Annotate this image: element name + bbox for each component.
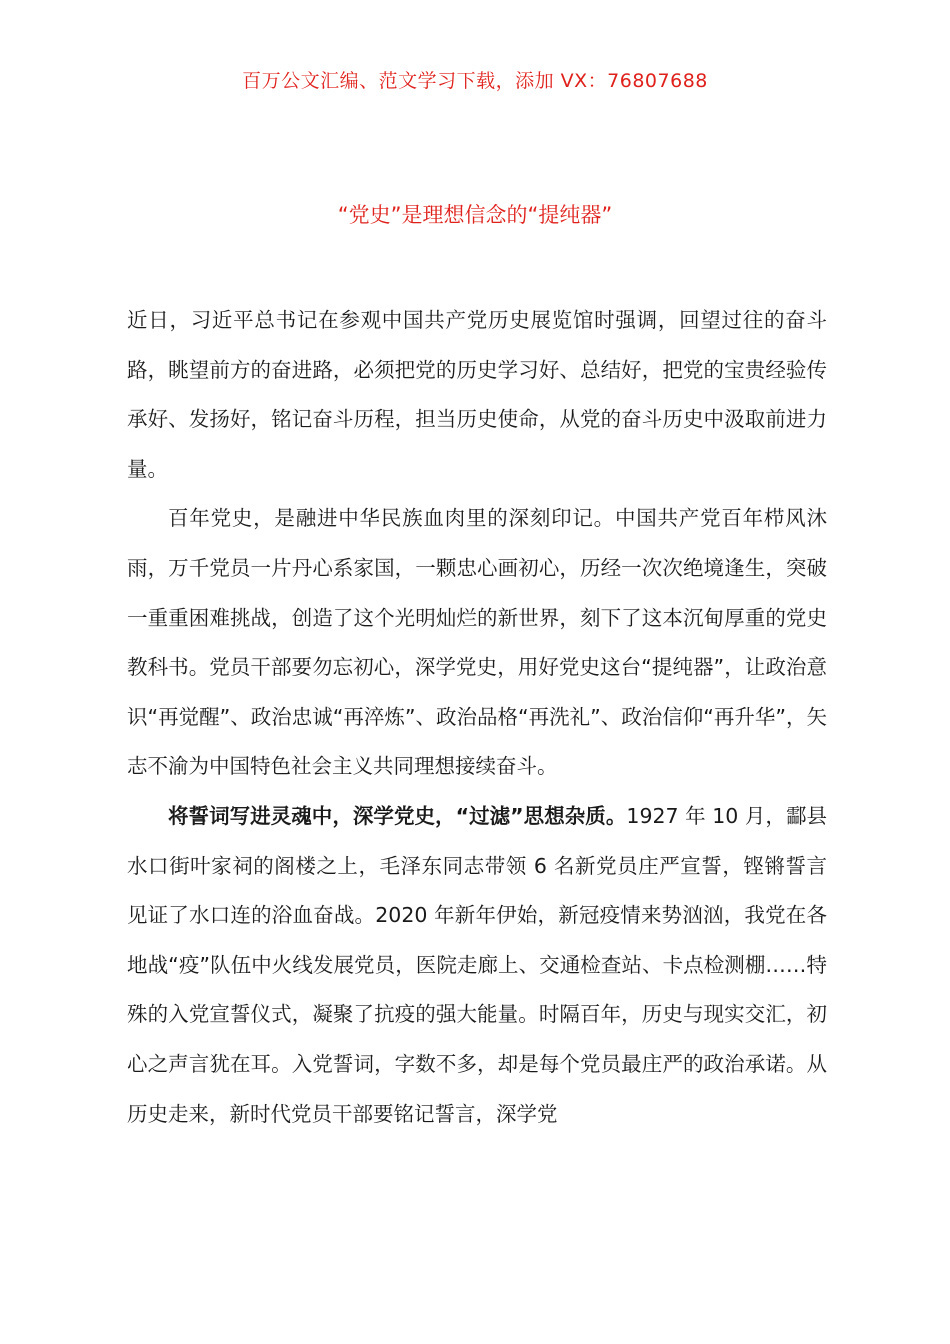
- paragraph-3-lead: 将誓词写进灵魂中，深学党史，“过滤”思想杂质。: [168, 803, 627, 828]
- article-title: “党史”是理想信念的“提纯器”: [337, 203, 613, 227]
- article-body: [127, 296, 827, 1139]
- download-banner: 百万公文汇编、范文学习下载，添加 VX：76807688: [242, 70, 708, 92]
- paragraph-3: [127, 792, 827, 1139]
- paragraph-2: 百年党史，是融进中华民族血肉里的深刻印记。中国共产党百年栉风沐雨，万千党员一片丹心系家国，一颗忠心画初心，历经一次次绝境逢生，突破一重重困难挑战，创造了这个光明灿烂的新世界，刻下了这本沉甸厚重的党史教科书。党员干部要勿忘初心，深学党史，用好党史这台“提纯器”，让政治意识“再觉醒”、政治忠诚“再淬炼”、政治品格“再洗礼”、政治信仰“再升华”，矢志不渝为中国特色社会主义共同理想接续奋斗。: [127, 506, 827, 779]
- paragraph-3-body: 1927 年 10 月，酃县水口街叶家祠的阁楼之上，毛泽东同志带领 6 名新党员庄严宣誓，铿锵誓言见证了水口连的浴血奋战。2020 年新年伊始，新冠疫情来势汹汹，我党在各地战“疫”队伍中火线发展党员，医院走廊上、交通检查站、卡点检测棚……特殊的入党宣誓仪式，凝聚了抗疫的强大能量。时隔百年，历史与现实交汇，初心之声言犹在耳。入党誓词，字数不多，却是每个党员最庄严的政治承诺。从历史走来，新时代党员干部要铭记誓言，深学党: [127, 803, 827, 1126]
- paragraph-1: 近日，习近平总书记在参观中国共产党历史展览馆时强调，回望过往的奋斗路，眺望前方的奋进路，必须把党的历史学习好、总结好，把党的宝贵经验传承好、发扬好，铭记奋斗历程，担当历史使命，从党的奋斗历史中汲取前进力量。: [127, 308, 827, 481]
